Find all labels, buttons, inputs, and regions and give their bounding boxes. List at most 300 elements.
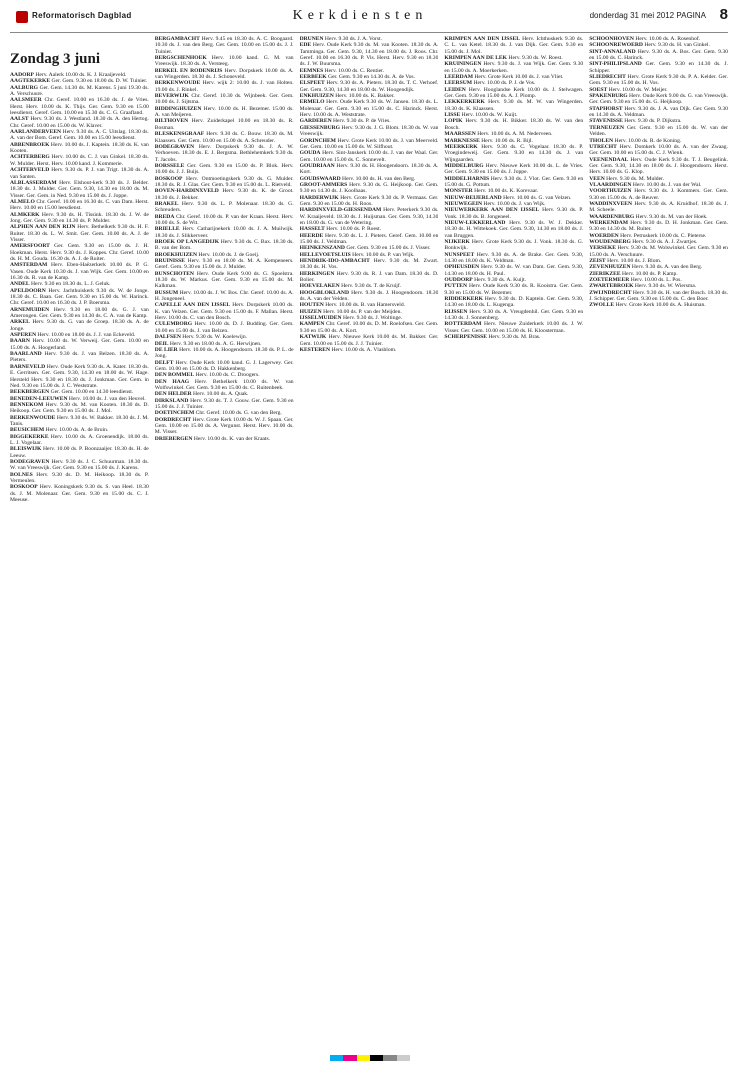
church-listing-entry <box>155 239 294 252</box>
place-name: BODEGRAVEN <box>10 458 50 465</box>
place-name: ZEVENHUIZEN <box>589 264 631 271</box>
church-listing-entry <box>444 87 583 100</box>
place-name: RIDDERKERK <box>444 296 483 303</box>
place-name: HEERDE <box>299 232 324 239</box>
place-name: HASSELT <box>299 226 325 233</box>
place-name: ROTTERDAM <box>444 321 482 328</box>
service-details: Herv. 9.30 ds. P. Dijkstra. <box>622 118 682 125</box>
service-details: Herv. 10.00 ds. K. Korevaar. <box>472 188 539 195</box>
service-details: Herv. 9.30 ds. C. Bax. 18.30 ds. B. van der Bom. <box>154 239 294 252</box>
place-name: ANDEL <box>10 281 30 288</box>
service-details: Herv. Ichthuskerk 9.30 ds. C. L. van Ketel. 18.30 ds. J. van Dijk. Ger. Gem. 9.30 en 15.00 ds. J. Mol. <box>444 36 584 55</box>
place-name: BAARLAND <box>10 351 42 358</box>
place-name: SCHOONREWOERD <box>589 42 643 49</box>
service-details: Herv. 9.30 ds. W. Wiersma. <box>633 283 697 290</box>
service-details: Herv. 10.00 ds. A. M. Nederveen. <box>475 131 553 138</box>
place-name: GIESSENBURG <box>299 124 341 131</box>
place-name: DRIEBERGEN <box>154 435 193 442</box>
service-details: Herv. 10.00 ds. A. Vlasblom. <box>330 346 397 353</box>
church-listing-entry <box>300 271 439 284</box>
church-listing-entry <box>444 321 583 334</box>
place-name: AALST <box>10 116 29 123</box>
place-name: ZIERIKZEE <box>589 270 621 277</box>
service-details: Herv. 9.30 ds. J. G. Blom. 18.30 ds. W. van Vreeswijk. <box>299 124 439 138</box>
newspaper-logo-icon <box>16 11 28 23</box>
place-name: GORINCHEM <box>299 137 336 144</box>
church-listing-entry <box>444 264 583 277</box>
place-name: AMSTERDAM <box>10 262 48 269</box>
service-details: Herv. 9.30 ds. P. de Vries. <box>331 118 391 125</box>
place-name: BLESKENSGRAAF <box>154 131 205 138</box>
place-name: BUNSCHOTEN <box>154 270 194 277</box>
service-details: Herv. Bethelkerk 9.30 ds. H. F. Ruiter. 18.30 ds. L. W. Smit. Ger. Gem. 10.00 ds. A. J. de Visser. <box>10 224 149 243</box>
church-listing-entry <box>589 61 728 74</box>
page-label: PAGINA <box>676 11 706 20</box>
service-details: Herv. Oude Kerk 9.30 ds. A. Kater. 18.30 ds. E. Gerritsen. Ger. Gem. 9.30, 14.30 en 18.00 ds. W. Hage. Hersteld Herv. 9.30 en 18.30 ds. J. Jonkman. Ger. Gem. in Ned. 9.30 en 15.00 ds. J. C. Weststrate. <box>10 363 149 389</box>
place-name: LEIDEN <box>444 86 466 93</box>
church-listing-entry <box>10 212 149 225</box>
service-details: Herv. 9.30 ds. J. A. Vorst. <box>323 36 383 42</box>
service-details: Herv. 10.00 ds. P. Roest. <box>324 226 382 233</box>
church-listing-entry <box>10 446 149 459</box>
place-name: VLAARDINGEN <box>589 181 632 188</box>
service-details: Herv. 9.30 ds. T. J. Gouw. Ger. Gem. 9.30 en 15.00 ds. J. J. Tuinier. <box>154 397 294 410</box>
place-name: STAPHORST <box>589 105 623 112</box>
place-name: WAARDENBURG <box>589 213 635 220</box>
place-name: BOVEN-HARDINXVELD <box>154 188 219 195</box>
service-details: Herv. Oude Kerk 9.30 ds. M. van Kooten. 18.30 ds. A. Tamminga. Ger. Gem. 9.30, 14.30 en 18.00 ds. J. Roos. Chr. Geref. 10.00 en 16.30 ds. P. Vis. Herst. Herv. 9.30 en 18.30 ds. J. W. Buursma. <box>299 42 439 68</box>
service-details: Ger. Gem. 9.30 en 15.00 ds. W. van der Velden. <box>589 124 728 138</box>
church-listing-entry <box>444 36 583 55</box>
column-1 <box>10 36 149 1060</box>
service-details: Herv. 10.00 ds. J. van den Heuvel. <box>67 395 146 402</box>
place-name: GARDEREN <box>299 118 332 125</box>
place-name: SCHOONHOVEN <box>589 36 634 42</box>
church-listing-entry <box>10 129 149 142</box>
place-name: NIEUWEGEIN <box>444 200 483 207</box>
service-details: Ger. Gem. 9.30 en 15.00 ds. P. Blok. Herv. 10.00 ds. J. J. Buijs. <box>154 162 294 176</box>
service-details: Herv. 10.00 en 18.00 ds. J. J. van Eckeveld. <box>36 332 136 339</box>
church-listing-entry <box>300 150 439 163</box>
place-name: DALFSEN <box>154 334 181 341</box>
place-name: NIJKERK <box>444 239 470 245</box>
service-details: Herv. 9.30 en 18.00 ds. M. A. Kempeneers. Geref. Gem. 9.30 en 15.00 ds. J. Mulder. <box>154 258 294 271</box>
church-listing-entry <box>10 338 149 351</box>
place-name: HUIZEN <box>299 308 322 315</box>
church-listing-entry <box>300 334 439 347</box>
place-name: BOLNES <box>10 471 33 478</box>
church-listing-entry <box>444 283 583 296</box>
church-listing-entry <box>300 125 439 138</box>
service-details: Herv. 9.30 ds. J. Hoogendoorn. 18.30 ds. A. van der Velden. <box>299 289 439 303</box>
place-name: KRIMPEN AAN DEN IJSSEL <box>444 36 520 42</box>
church-listing-entry <box>444 144 583 163</box>
church-listing-entry <box>589 302 728 308</box>
church-listing-entry <box>589 245 728 258</box>
church-listing-entry <box>155 163 294 176</box>
place-name: HARDINXVELD-GIESSENDAM <box>299 207 382 214</box>
date-text: donderdag 31 mei 2012 <box>589 11 675 20</box>
service-details: Herv. Bethelkerk 10.00 ds. W. van Wolfswinkel. Ger. Gem. 9.30 en 15.00 ds. C. Ruitenbeek. <box>154 378 294 391</box>
service-details: Herv. Petruskerk 10.00 ds. C. Pieterse. <box>618 232 707 239</box>
service-details: Herv. 9.30 ds. H. Hoogendoorn. 18.30 ds. A. Kort. <box>299 162 439 176</box>
place-name: BILTHOVEN <box>154 118 189 125</box>
church-listing-entry <box>444 99 583 112</box>
place-name: DIRKSLAND <box>154 397 189 404</box>
place-name: BENEDEN-LEEUWEN <box>10 395 68 402</box>
service-details: Herv. 9.30 ds. T. de Kruijf. <box>339 283 402 290</box>
service-details: Ger. Gem. 9.30 en 14.30 ds. A. de Vos. <box>326 74 415 81</box>
service-details: Herv. 9.30 ds. P. J. van Trigt. 18.30 ds. A. van Santen. <box>10 167 149 180</box>
service-details: Herv. Dorpskerk 10.00 ds. A. van Wingerden. 18.30 ds. J. Schoneveld. <box>154 67 294 81</box>
church-listing-entry <box>589 157 728 176</box>
place-name: LOPIK <box>444 118 463 125</box>
service-details: Herv. 9.30 ds. D. Kaptein. Ger. Gem. 9.30, 14.30 en 18.00 ds. L. Kugenga. <box>444 296 584 309</box>
church-listing-entry <box>10 116 149 129</box>
service-details: Herv. 9.30 ds. M. W. van Wingerden. 18.30 ds. K. Klaassen. <box>444 99 584 112</box>
place-name: EERBEEK <box>299 74 327 81</box>
place-name: BERKEL EN RODENRIJS <box>154 67 223 74</box>
church-listing-entry <box>10 415 149 428</box>
service-details: Herv. 10.00 ds. P. van der Meijden. <box>321 308 402 315</box>
service-details: Herv. 9.30 ds. D. H. Jonkman. Ger. Gem. 9.30 en 14.30 ds. M. Ruiter. <box>589 219 728 233</box>
place-name: KESTEREN <box>299 346 331 353</box>
place-name: WERKENDAM <box>589 219 629 226</box>
church-listing-entry <box>300 195 439 208</box>
service-details: Herv. Hooglandse Kerk 10.00 ds. J. Stelwagen. Ger. Gem. 9.30 en 15.00 ds. A. J. Plomp. <box>444 86 584 100</box>
place-name: AARLANDERVEEN <box>10 129 62 136</box>
service-details: Herv. 9.30 ds. W. van Dam. Ger. Gem. 9.30, 14.30 en 18.00 ds. H. Paul. <box>444 264 584 277</box>
service-details: Chr. Geref. 10.30 ds. Wijnbeek. Ger. Gem. 10.00 ds. J. Sijtsma. <box>154 93 294 106</box>
service-details: Herv. Oude Kerk 9.30 ds. T. J. Beugelink. Ger. Gem. 9.30, 14.30 en 18.00 ds. J. Hoogendoorn. Herst. Herv. 10.00 ds. G. Klop. <box>589 156 728 176</box>
place-name: ALMKERK <box>10 211 40 218</box>
service-details: Herv. 9.30 ds. D. M. Heikoop. 18.30 ds. P. Vermeulen. <box>10 471 149 484</box>
service-details: Herv. 9.30 ds. W. Roest. <box>507 55 563 62</box>
service-details: Herv. 10.00 ds. A. Hoogendoorn. 18.30 ds. P. L. de Jong. <box>154 346 294 360</box>
place-name: PUTTEN <box>444 283 468 290</box>
service-details: Herv. Elshout-kerk 9.30 ds. J. Belder. 18.30 ds. J. Mulder. Ger. Gem. 9.30, 14.30 en 18.00 ds. M. Visser. Ger. Gem. in Ned. 9.30 en 15.00 ds. J. Joppe. <box>10 179 149 199</box>
church-listing-entry <box>589 49 728 62</box>
service-details: Herv. 9.30 ds. A. van den Berg. <box>630 264 703 271</box>
place-name: DEN HAAG <box>154 378 190 385</box>
place-name: IJSSELMUIDEN <box>299 315 342 322</box>
service-details: Herv. Nieuwe Kerk 10.00 ds. M. Bakker. Ger. Gem. 10.00 en 15.00 ds. J. J. Tuinier. <box>299 334 439 347</box>
service-details: Herv. 9.30 ds. A. Pieters. 18.30 ds. T. C. Verhoef. Ger. Gem. 9.30, 14.30 en 18.00 ds. W. Hoogendijk. <box>299 80 439 93</box>
place-name: OPHEUSDEN <box>444 264 480 271</box>
service-details: Herv. Domkerk 10.00 ds. A. van der Zwaag. Ger. Gem. 10.00 en 15.00 ds. C. J. Wienk. <box>589 143 728 157</box>
place-name: NUNSPEET <box>444 251 475 258</box>
place-name: BOSKOOP <box>154 175 183 182</box>
church-listing-entry <box>589 144 728 157</box>
service-details: Herv. 9.30 ds. M. Mulder. <box>604 175 665 182</box>
church-listing-entry <box>589 74 728 87</box>
church-listing-entry <box>10 351 149 364</box>
church-listing-entry <box>300 99 439 118</box>
church-listing-entry <box>300 321 439 334</box>
place-name: BERKENWOUDE <box>10 414 56 421</box>
place-name: EEMNES <box>299 67 324 74</box>
church-listing-entry <box>300 42 439 67</box>
service-details: Herv. 10.00 ds. H. van den Berg. <box>340 175 416 182</box>
place-name: BIDDINGHUIZEN <box>154 105 202 112</box>
service-details: Chr. Geref. 10.00 ds. P. van der Kraan. Herst. Herv. 10.00 ds. S. de Wit. <box>154 213 294 226</box>
place-name: BLEISWIJK <box>10 446 42 453</box>
service-details: Herv. 10.00 ds. J. de Goeij. <box>197 251 260 258</box>
church-listing-entry <box>10 85 149 98</box>
church-listing-entry <box>444 334 583 340</box>
place-name: CAPELLE AAN DEN IJSSEL <box>154 302 231 309</box>
service-details: Herv. Dorpskerk 10.00 ds. K. van Velzen. Ger. Gem. 9.30 en 15.00 ds. F. Mallan. Herst. Herv. 10.00 ds. C. van den Bosch. <box>154 302 294 322</box>
place-name: DELFT <box>154 359 174 366</box>
church-listing-entry <box>589 290 728 303</box>
place-name: HEINKENSZAND <box>299 245 345 252</box>
place-name: BERKENWOUDE <box>154 80 201 87</box>
church-listing-entry <box>300 138 439 151</box>
service-details: Herv. 9.30 ds. G. Heijkoop. Ger. Gem. 9.30 en 14.30 ds. J. Koolhaas. <box>299 181 439 195</box>
place-name: KRUININGEN <box>444 61 482 68</box>
place-name: ELSPEET <box>299 80 325 87</box>
church-listing-entry <box>155 55 294 68</box>
place-name: BEUSICHEM <box>10 427 45 434</box>
place-name: NIEUW-LEKKERLAND <box>444 219 506 226</box>
place-name: ZEIST <box>589 258 606 265</box>
service-details: Herv. 10.00 ds. K. Bakker. <box>333 93 395 100</box>
service-details: Herv. Koningskerk 9.30 ds. S. van Heel. 18.30 ds. J. M. Molenaar. Ger. Gem. 9.30 en 15.00 ds. C. J. Meeuse. <box>10 484 149 504</box>
church-listing-entry <box>10 459 149 472</box>
service-details: Herv. 10.00 ds. H. Bezemer. 15.00 ds. A. van Meijeren. <box>154 105 294 119</box>
church-listing-entry <box>155 201 294 214</box>
column-4 <box>444 36 583 1060</box>
church-listing-entry <box>10 180 149 199</box>
service-details: Herv. Grote Kerk 10.00 ds. W. J. Spaan. Ger. Gem. 10.00 en 15.00 ds. A. Vergunst. Herst. Herv. 10.00 ds. M. Visser. <box>154 416 294 436</box>
place-name: HOUTEN <box>299 302 324 309</box>
place-name: BRIELLE <box>154 226 180 233</box>
service-details: Herv. 10.00 ds. A. Groenendijk. 18.00 ds. L. J. Vogelaar. <box>10 433 149 446</box>
service-details: Ger. Gem. 10.00 en 14.30 leesdienst. <box>49 389 134 396</box>
service-details: Herv. Aalerk 10.00 ds. K. J. Kraaijeveld. <box>33 72 127 78</box>
church-listing-entry <box>10 434 149 447</box>
service-details: Herv. 9.30 ds. W. Bakker. 18.30 ds. J. M. Tanis. <box>10 414 149 427</box>
service-details: Herv. 9.30 ds. J. Woltinge. <box>341 315 403 322</box>
service-details: Ger. Gem. 9.30 en 15.00 ds. J. H. Hoekman. Herst. Herv. 9.30 ds. J. Koppes. Chr. Geref. 10.00 ds. H. M. Gouda. 16.30 ds. A. J. de Ruiter. <box>10 243 149 262</box>
service-details: Herv. 10.00 ds. A. de Bruin. <box>44 427 109 434</box>
service-details: Herv. 10.00 ds. W. Verweij. Ger. Gem. 10.00 en 15.00 ds. A. Hoogerland. <box>10 338 149 351</box>
place-name: MAARSSEN <box>444 131 476 138</box>
place-name: RIJSSEN <box>444 308 468 315</box>
place-name: BENNEKOM <box>10 401 44 408</box>
place-name: THOLEN <box>589 137 614 144</box>
place-name: BREDA <box>154 213 175 220</box>
service-details: Herv. 10.00 ds. C. Rentier. <box>323 67 385 74</box>
dateline <box>590 11 706 20</box>
church-listing-entry <box>300 233 439 246</box>
place-name: ASPEREN <box>10 332 37 339</box>
service-details: Herv. Peterkerk 9.30 ds. W. Kraaijeveld. 18.30 ds. J. Huijsman. Ger. Gem. 9.30, 14.30 en 18.00 ds. G. van de Wetering. <box>299 207 439 226</box>
church-listing-entry <box>155 144 294 163</box>
church-listing-entry <box>155 379 294 392</box>
service-details: Herv. 10.00 ds. R. de Koning. <box>613 137 682 144</box>
service-details: Herv. Grote Kerk 9.30 ds. J. Vonk. 18.30 ds. G. Bonkwijk. <box>444 239 584 252</box>
place-name: ACHTERVELD <box>10 167 50 174</box>
service-details: Herv. 10.00 ds. P. J. de Vos. <box>472 80 536 87</box>
place-name: SOEST <box>589 86 608 93</box>
place-name: HELLEVOETSLUIS <box>299 251 351 258</box>
service-details: Herv. Eben-Haëzerkerk 10.00 ds. P. G. Vasen. Oude Kerk 10.30 ds. J. van Wijk. Ger. Gem. 10.00 en 16.30 ds. R. van de Kamp. <box>10 262 149 281</box>
church-listing-entry <box>155 214 294 227</box>
place-name: SINT-PHILIPSLAND <box>589 61 642 68</box>
place-name: BOSKOOP <box>10 484 38 491</box>
service-details: Herv. 10.00 ds. J. van Wijk. <box>482 200 546 207</box>
column-2 <box>155 36 294 1060</box>
church-listing-entry <box>155 188 294 201</box>
church-listing-entry <box>10 364 149 389</box>
service-details: Herv. 9.30 ds. H. Tissink. 18.30 ds. J. W. de Jong. Ger. Gem. 9.30 en 14.30 ds. P. Mulder. <box>10 211 149 224</box>
place-name: ABBENBROEK <box>10 141 50 148</box>
church-listing-entry <box>10 243 149 262</box>
service-details: Chr. Geref. 10.00 en 16.30 ds. J. de Vries. Herst. Herv. 10.00 ds. K. Thijs. Ger. Gem. 9.30 en 15.00 leesdienst. Geref. Gem. 10.00 en 15.30 ds. C. G. Graafland. <box>10 97 149 117</box>
church-listing-entry <box>10 288 149 307</box>
church-listing-entry <box>589 188 728 201</box>
church-listing-entry <box>444 296 583 309</box>
service-details: Herv. 9.30 ds. J. C. Schuurman. 18.30 ds. W. van Vreeswijk. Ger. Gem. 9.30 en 15.00 ds. J. Karens. <box>10 458 149 472</box>
service-details: Herv. 10.00 ds. P. Kamp. <box>620 270 678 277</box>
service-details: Herv. Catharijnekerk 10.00 ds. J. A. Muilwijk. 18.30 ds. J. Slikkerveer. <box>154 226 294 239</box>
place-name: ERMELO <box>299 99 325 106</box>
service-details: Herv. 10.00 ds. P. van Wijk. <box>350 251 415 258</box>
church-listing-entry <box>444 61 583 74</box>
place-name: BARNEVELD <box>10 363 46 370</box>
place-name: ZWOLLE <box>589 302 615 309</box>
church-listing-entry <box>300 207 439 226</box>
place-name: BRAKEL <box>154 200 179 207</box>
service-details: Herv. 10.00 ds. J. Blom. <box>605 258 662 265</box>
column-5 <box>589 36 728 1060</box>
church-listing-entry <box>10 307 149 320</box>
service-details: Herv. 9.30 ds. M. Bras. <box>486 334 541 341</box>
service-details: Herv. 10.00 ds. J. W. Bos. Chr. Geref. 10.00 ds. A. H. Jongeneel. <box>154 289 294 303</box>
place-name: LEERSUM <box>444 80 473 87</box>
place-name: ALBLASSERDAM <box>10 179 57 186</box>
place-name: BIGGEKERKE <box>10 433 49 440</box>
place-name: GOUDSWAARD <box>299 175 341 182</box>
church-listing-entry <box>10 484 149 503</box>
column-3 <box>300 36 439 1060</box>
place-name: BEEKBERGEN <box>10 389 50 396</box>
place-name: VEENENDAAL <box>589 156 629 163</box>
place-name: HENDRIK-IDO-AMBACHT <box>299 258 370 265</box>
place-name: BRUINISSE <box>154 258 185 265</box>
service-details: Herv. 9.30 ds. L. J. Pieters. Geref. Gem. 10.00 en 15.00 ds. J. Veldman. <box>299 232 439 245</box>
place-name: BERGAMBACHT <box>154 36 200 42</box>
service-details: Herv. 9.30 ds. K. de Groot. 18.30 ds. J. Bekker. <box>154 188 294 201</box>
church-listing-entry <box>155 417 294 436</box>
service-details: Herv. 9.30 ds. G. van de Groep. 18.30 ds. A. de Jonge. <box>10 319 149 332</box>
service-details: Herv. Grote Kerk 10.00 ds. A. Huisman. <box>614 302 706 309</box>
place-name: GOUDA <box>299 150 321 157</box>
church-listing-entry <box>155 436 294 442</box>
service-details: Herv. 10.00 ds. L. Pos. <box>629 277 682 284</box>
church-listing-entry <box>10 224 149 243</box>
service-details: Herv. 10.00 ds. J. van der Wal. <box>631 181 702 188</box>
service-details: Herv. Oude Kerk 9.30 ds. W. Jansen. 18.30 ds. L. Molenaar. Ger. Gem. 9.30 en 15.00 ds. C. Harinck. Herst. Herv. 10.00 ds. A. Weststrate. <box>299 99 439 119</box>
place-name: DEN BOMMEL <box>154 372 195 379</box>
place-name: BERGSCHENHOEK <box>154 55 207 62</box>
church-listing-entry <box>589 93 728 106</box>
church-listing-entry <box>155 360 294 373</box>
church-listing-entry <box>444 118 583 131</box>
place-name: BROEKHUIZEN <box>154 251 198 258</box>
place-name: VOORTHUIZEN <box>589 188 632 195</box>
place-name: ZWIJNDRECHT <box>589 289 632 296</box>
service-details: Herv. wijk 2: 10.00 ds. J. van Holten. 19.00 ds. J. Rinkel. <box>154 80 294 93</box>
service-details: Herv. 10.00 ds. A. Quak. <box>191 391 249 398</box>
service-details: Ger. Gem. 9.30 en 14.30 ds. J. Schipper. <box>589 61 728 74</box>
church-listing-entry <box>155 80 294 93</box>
church-listing-entry <box>444 176 583 189</box>
place-name: EDE <box>299 42 312 49</box>
place-name: CULEMBORG <box>154 321 193 328</box>
place-name: VEEN <box>589 175 605 182</box>
place-name: SPAKENBURG <box>589 93 628 100</box>
place-name: BAARN <box>10 338 30 345</box>
church-listing-entry <box>10 142 149 155</box>
service-details: Ger. Gem. 9.30 en 15.00 ds. J. Visser. <box>344 245 431 252</box>
church-listing-entry <box>444 207 583 220</box>
church-listing-entry <box>444 252 583 265</box>
day-title: Zondag 3 juni <box>10 51 101 67</box>
service-details: Herv. Grote Kerk 9.30 ds. P. A. Kelder. Ger. Gem. 9.30 en 15.00 ds. H. Vos. <box>589 74 728 87</box>
place-name: AMERSFOORT <box>10 243 50 250</box>
service-details: Herv. 9.30 en 18.30 ds. L. J. Geluk. <box>29 281 111 288</box>
service-details: Herv. Nieuwe Kerk 10.00 ds. L. de Vries. Ger. Gem. 9.30 en 15.00 ds. J. Joppe. <box>444 162 584 176</box>
section-title: Kerkdiensten <box>292 8 428 23</box>
service-details: Herv. 10.00 ds. G. van Velzen. <box>501 194 572 201</box>
service-details: Herv. 9.30 ds. W. J. Dekker. 18.30 ds. H. Wittekoek. Ger. Gem. 9.30, 14.30 en 18.00 ds. J. van Bruggen. <box>444 219 584 239</box>
place-name: ACHTERBERG <box>10 154 50 161</box>
service-details: Herv. 9.30 ds. M. Wolswinkel. Ger. Gem. 9.30 en 15.00 ds. A. Verschuure. <box>589 245 728 258</box>
place-name: GOUDRIAAN <box>299 162 335 169</box>
church-listing-entry <box>300 182 439 195</box>
service-details: Herv. Nieuwe Zuiderkerk 10.00 ds. J. W. Visser. Ger. Gem. 10.00 en 15.00 ds. H. Kloosterman. <box>444 321 584 334</box>
place-name: STAVENISSE <box>589 118 623 125</box>
listing-columns <box>10 36 728 1060</box>
church-listing-entry <box>155 398 294 411</box>
service-details: Herv. 9.30 ds. A. Kruidhof. 18.30 ds. J. M. Scheele. <box>589 200 728 214</box>
church-listing-entry <box>155 302 294 321</box>
service-details: Herv. 10.00 ds. R. Bijl. <box>479 137 533 144</box>
place-name: SLIEDRECHT <box>589 74 626 81</box>
place-name: DRUNEN <box>299 36 324 42</box>
church-listing-entry <box>589 201 728 214</box>
place-name: AALSMEER <box>10 97 42 104</box>
place-name: KRIMPEN AAN DE LEK <box>444 55 508 62</box>
place-name: MIDDELBURG <box>444 162 484 169</box>
service-details: Herv. Ontmoetingskerk 9.30 ds. G. Mulder. 18.30 ds. R. J. Glas. Ger. Gem. 9.30 en 15.00 ds. L. Rietveld. <box>154 175 294 188</box>
service-details: Herv. Oude Kerk 9.30 ds. R. Kooistra. Ger. Gem. 9.30 en 15.00 ds. W. Bezemer. <box>444 283 584 296</box>
church-listing-entry <box>10 319 149 332</box>
service-details: Herv. Sint-Janskerk 10.00 ds. J. van der Waal. Ger. Gem. 10.00 en 15.00 ds. C. Sonnevelt. <box>299 150 439 163</box>
service-details: Herv. 9.30 ds. H. Bikker. 18.30 ds. W. van den Bosch. <box>444 118 584 131</box>
service-details: Ger. Gem. 9.30 en 18.00 ds. D. W. Tuinier. <box>50 78 148 85</box>
church-listing-entry <box>300 80 439 93</box>
place-name: MARKNESSE <box>444 137 480 144</box>
place-name: YERSEKE <box>589 245 616 252</box>
service-details: Chr. Geref. 10.00 en 16.30 ds. C. van Dam. Herst. Herv. 10.00 en 15.00 leesdienst. <box>10 198 149 212</box>
service-details: Herv. 9.30 ds. A. de Brake. Ger. Gem. 9.30, 14.30 en 18.00 ds. K. Veldman. <box>444 251 584 265</box>
service-details: Herv. Oude Kerk 9.00 ds. G. van Vreeswijk. Ger. Gem. 9.30 en 15.00 ds. G. Heijkoop. <box>589 93 728 106</box>
service-details: Chr. Geref. 10.00 ds. D. M. Roelofsen. Ger. Gem. 9.30 en 15.00 ds. A. Kort. <box>299 321 439 334</box>
church-listing-entry <box>10 472 149 485</box>
